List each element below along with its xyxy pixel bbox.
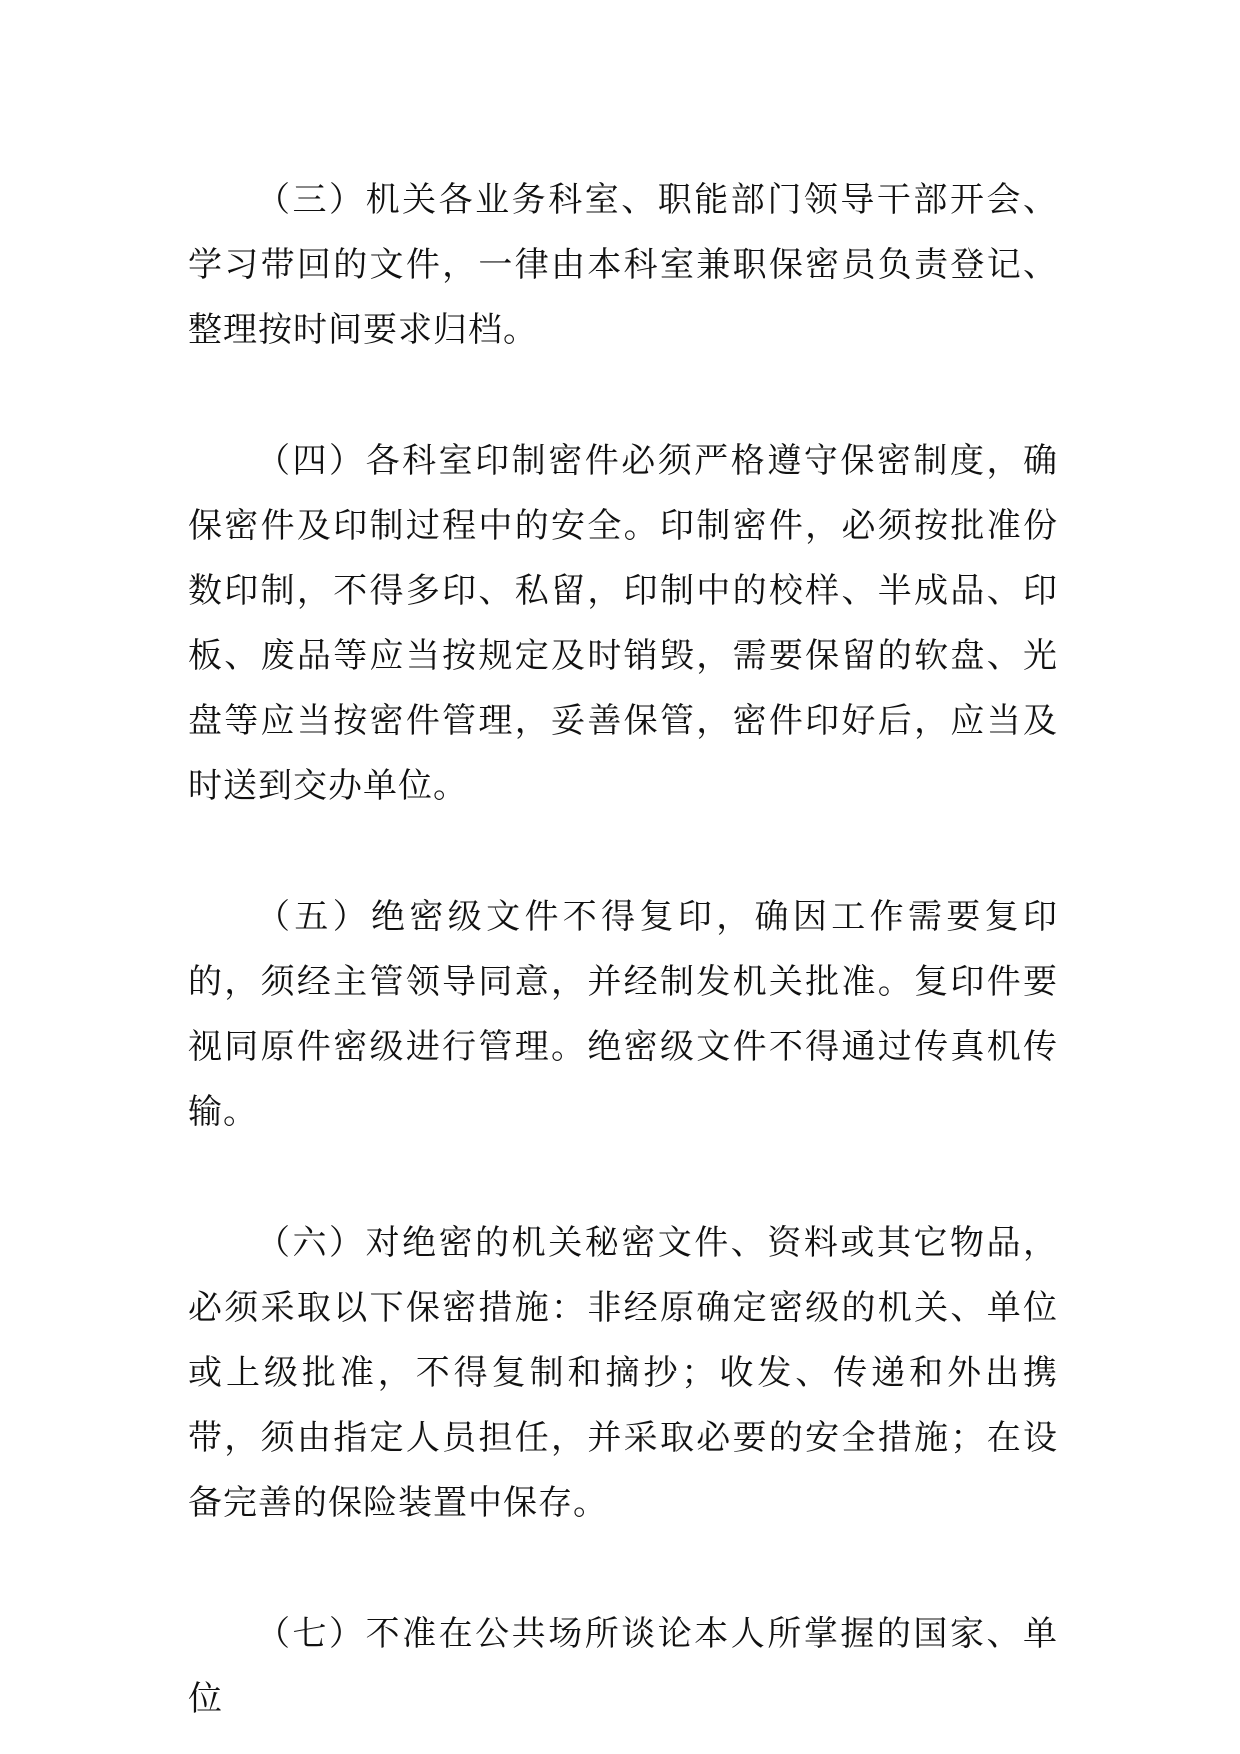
paragraph-5: （五）绝密级文件不得复印，确因工作需要复印的，须经主管领导同意，并经制发机关批准。复印件要视同原件密级进行管理。绝密级文件不得通过传真机传输。 xyxy=(188,897,1058,1132)
paragraph-3: （三）机关各业务科室、职能部门领导干部开会、学习带回的文件，一律由本科室兼职保密员负责登记、整理按时间要求归档。 xyxy=(188,180,1058,350)
document-body xyxy=(188,168,1058,1732)
paragraph-6: （六）对绝密的机关秘密文件、资料或其它物品，必须采取以下保密措施：非经原确定密级的机关、单位或上级批准，不得复制和摘抄；收发、传递和外出携带，须由指定人员担任，并采取必要的安全措施；在设备完善的保险装置中保存。 xyxy=(188,1223,1058,1523)
paragraph-4: （四）各科室印制密件必须严格遵守保密制度，确保密件及印制过程中的安全。印制密件，必须按批准份数印制，不得多印、私留，印制中的校样、半成品、印板、废品等应当按规定及时销毁，需要保留的软盘、光盘等应当按密件管理，妥善保管，密件印好后，应当及时送到交办单位。 xyxy=(188,441,1058,806)
paragraph-7: （七）不准在公共场所谈论本人所掌握的国家、单位 xyxy=(188,1614,1058,1719)
